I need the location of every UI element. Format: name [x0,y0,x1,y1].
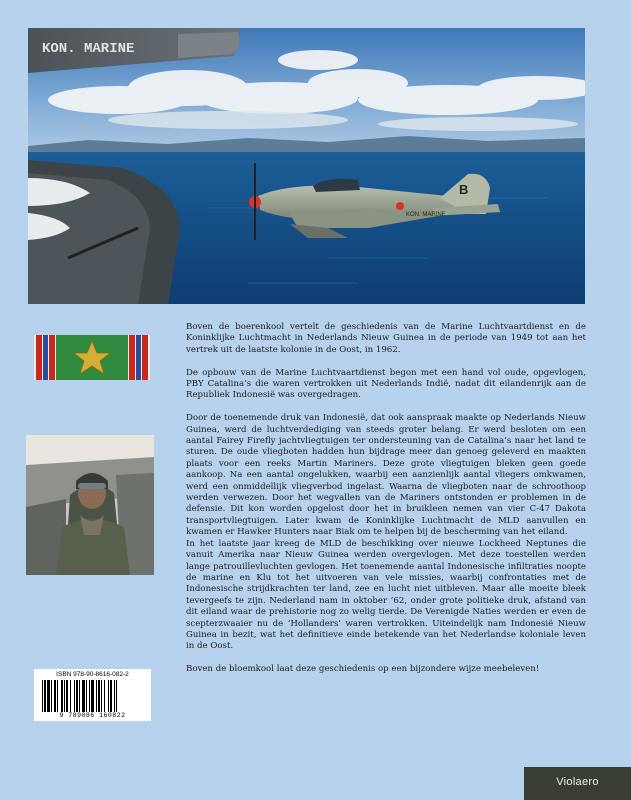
publisher-name: Violaero [556,776,599,788]
medal-ribbon [34,335,150,380]
paragraph-catalina: De opbouw van de Marine Luchtvaartdienst begon met een hand vol oude, opgevlogen, PBY Catalina’s die waren vertrokken uit Nederlands Indië, nadat dit eilandenrijk aan de Republiek Indonesië was overgedragen. [186,367,586,401]
isbn-barcode [34,669,151,721]
pilot-portrait-photo [26,435,154,575]
paragraph-defense: Door de toenemende druk van Indonesië, dat ook aanspraak maakte op Nederlands Nieuw Guinea, werd de luchtverdediging van steeds groter belang. Er werd besloten om een aantal Fairey Firefly jachtvliegtuigen ter ondersteuning van de Catalina’s naar het land te sturen. De oude vliegboten hadden hun bijdrage meer dan genoeg geleverd en maakten plaats voor een reeks Martin Mariners. Deze grote vliegtuigen bleken geen goede aankoop. Na een aantal ongelukken, waarbij een aanzienlijk aantal vliegers omkwamen, werd een onmiddellijk vliegverbod ingelast. Waarna de vliegboten naar de schroothoop werden verwezen. Door het wegvallen van de Mariners ontstonden er problemen in de defensie. Dit kon worden opgelost door het in bruikleen nemen van vier C-47 Dakota transportvliegtuigen. Later kwam de Koninklijke Luchtmacht de MLD aanvullen en kwamen er Hawker Hunters naar Biak om te helpen bij de bescherming van het eiland. [186,413,586,538]
publisher-box [524,767,631,800]
barcode-digits: 9 789086 160822 [59,712,126,719]
paragraph-neptunes: In het laatste jaar kreeg de MLD de beschikking over nieuwe Lockheed Neptunes die vanuit Amerika naar Nieuw Guinea werden overgevlogen. Met deze toestellen werden lange patrouillevluchten gevlogen. Het toenemende aantal Indonesische infiltraties noopte de marine en Klu tot het uitvoeren van vele missies, waarbij confrontaties met de Indonesische strijdkrachten ter land, zee en lucht niet uitbleven. Maar alle moeite bleek tevergeefs te zijn. Nederland nam in oktober ’62, onder grote politieke druk, afstand van dit eiland waar de prehistorie nog zo welig tierde. De Verenigde Naties werden er even de scepterzwaaier nu de ‘Hollanders’ waren vertrokken. Uiteindelijk nam Indonesië Nieuw Guinea in bezit, wat het definitieve einde betekende van het Nederlandse koloniale leven in de Oost. [186,538,586,652]
isbn-label: ISBN 978-90-8616-082-2 [56,671,129,678]
fuselage-marking: KON. MARINE [406,212,446,218]
tail-letter: B [459,182,469,197]
back-cover-text [186,322,586,687]
cover-photo-firefly [28,28,585,304]
paragraph-closing: Boven de bloemkool laat deze geschiedenis op een bijzondere wijze meebeleven! [186,664,540,675]
barcode-bars [42,680,143,712]
wing-marking: KON. MARINE [42,41,135,57]
paragraph-intro: Boven de boerenkool vertelt de geschiedenis van de Marine Luchtvaartdienst en de Koninklijke Luchtmacht in Nederlands Nieuw Guinea in de periode van 1949 tot aan het vertrek uit de laatste kolonie in de Oost, in 1962. [186,322,586,355]
